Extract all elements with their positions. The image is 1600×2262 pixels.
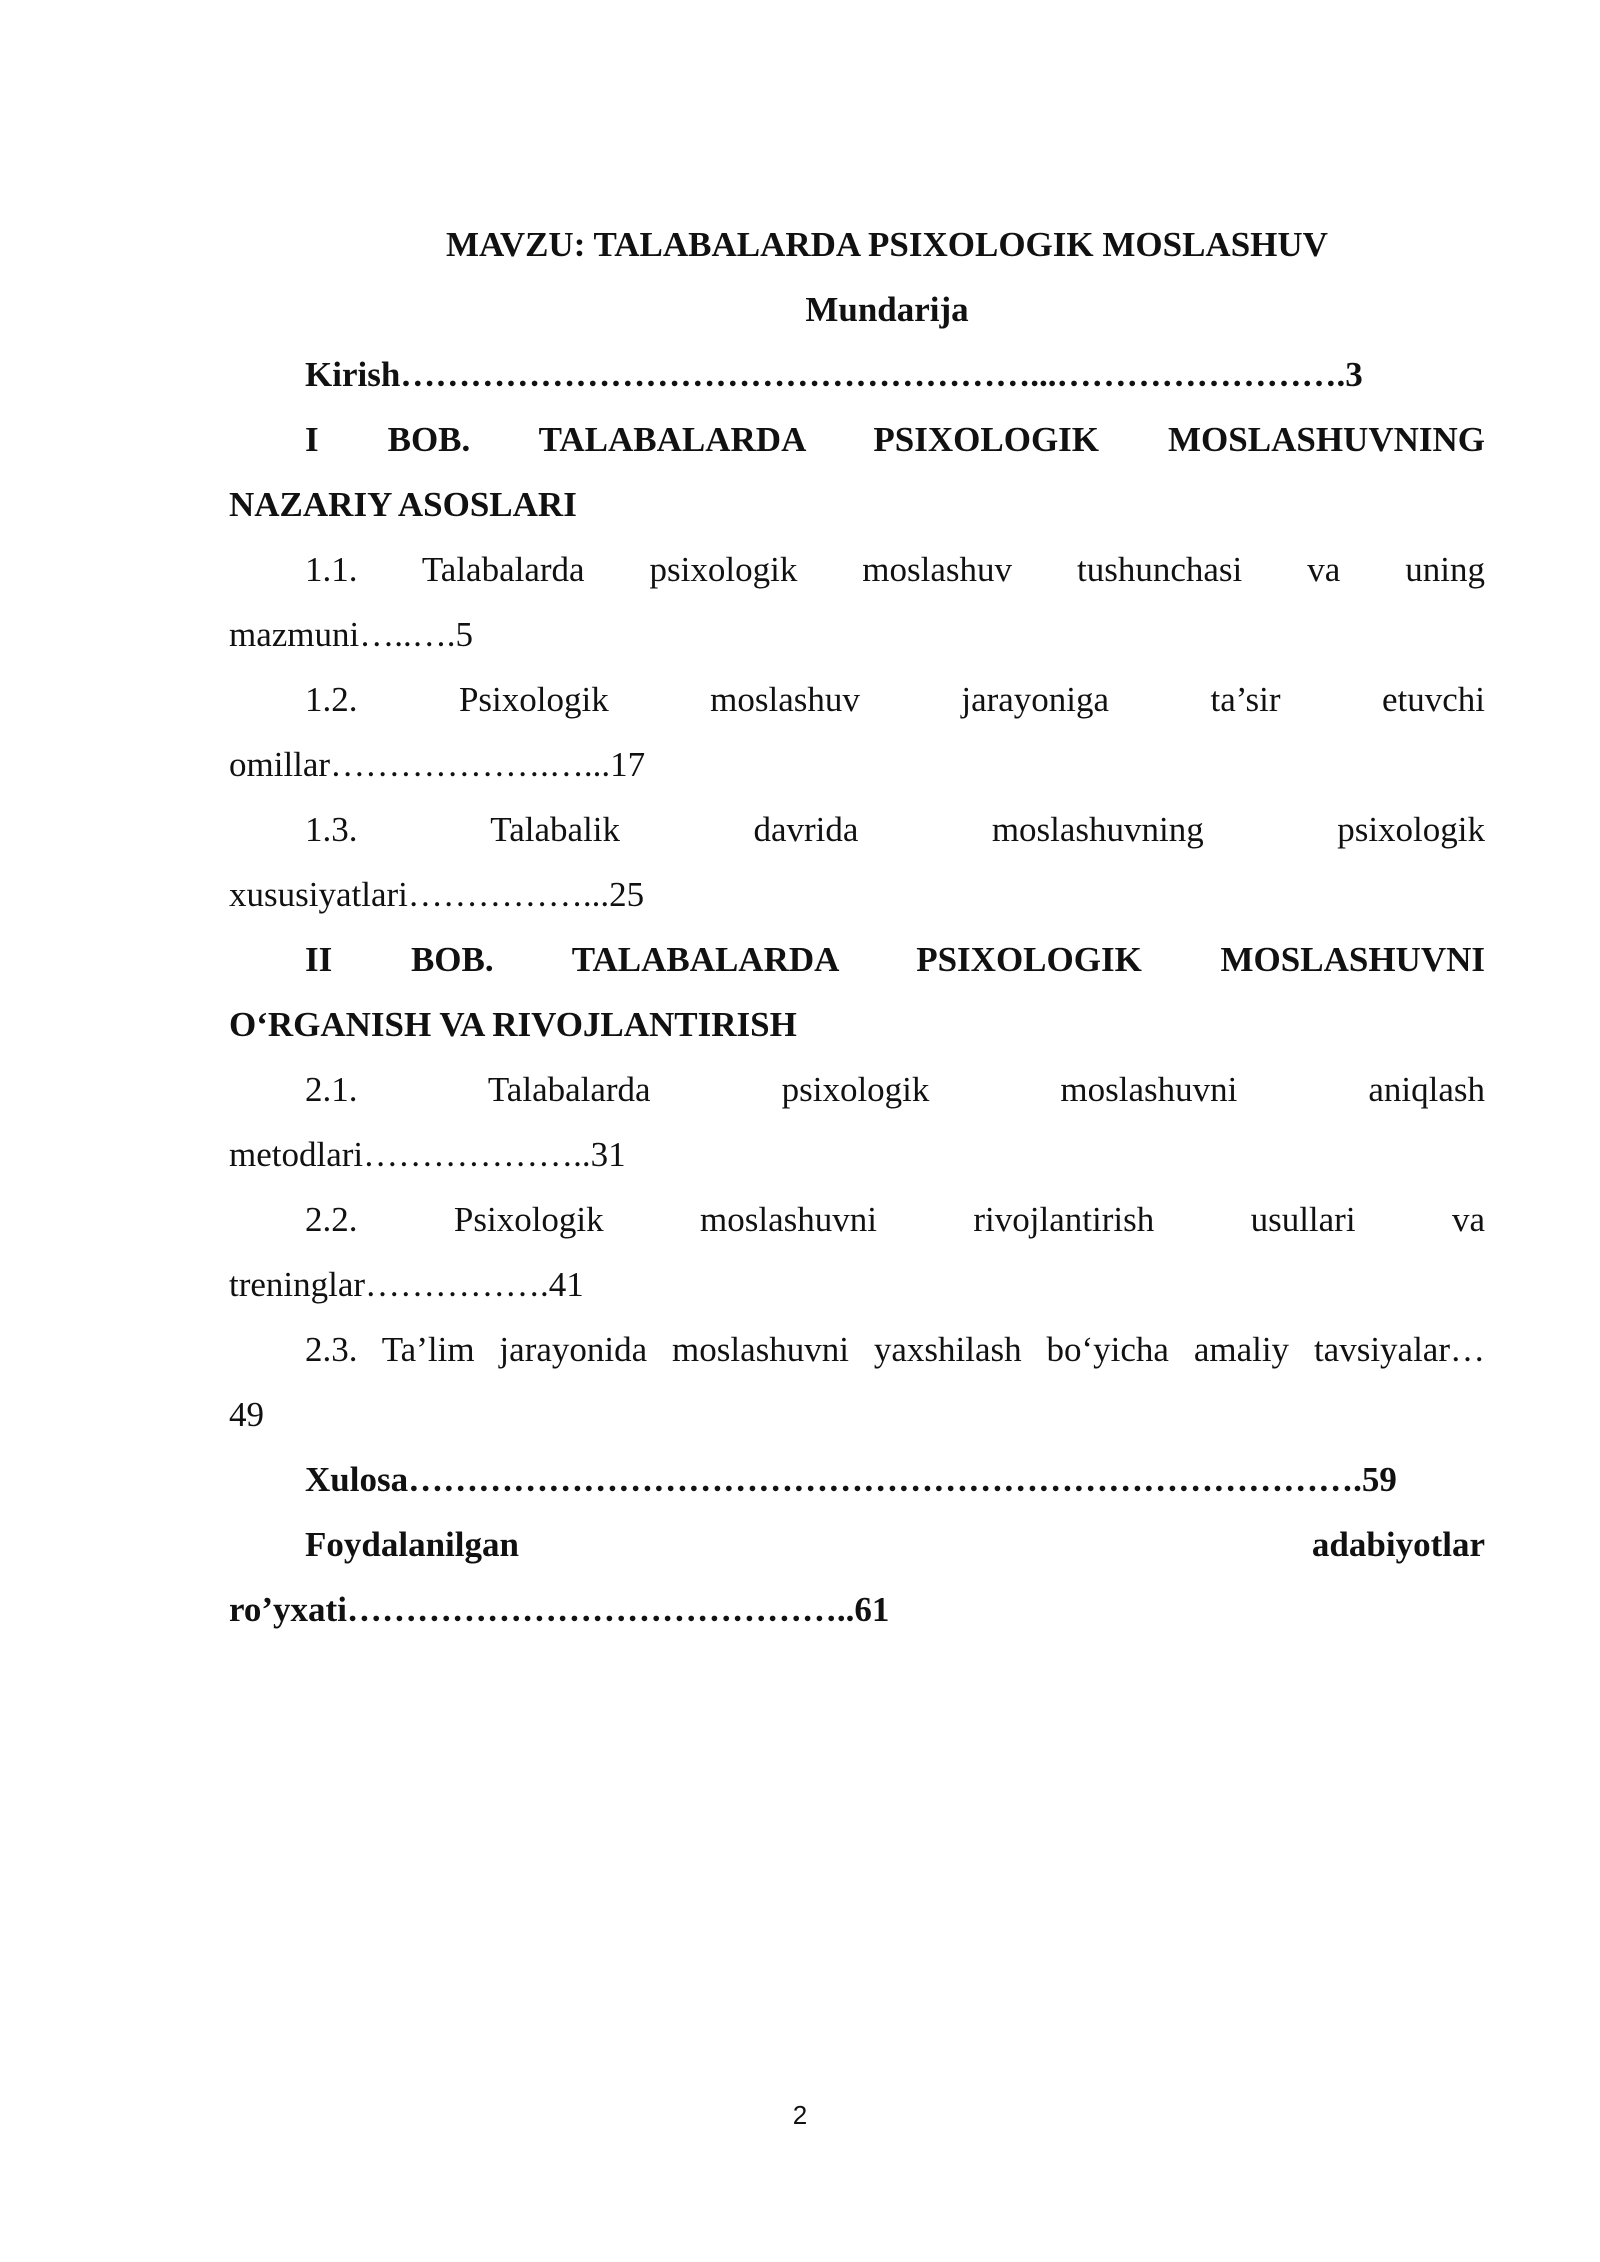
- toc-heading: Mundarija: [805, 290, 969, 329]
- toc-section-1-2-line-1: 1.2. Psixologik moslashuv jarayoniga ta’sir etuvchi: [305, 680, 1485, 719]
- toc-section-1-3-line-2: xususiyatlari……………...25: [229, 875, 645, 914]
- toc-chapter-1-line-1: I BOB. TALABALARDA PSIXOLOGIK MOSLASHUVNING: [305, 420, 1485, 459]
- toc-section-2-3-line-2: 49: [229, 1395, 264, 1434]
- toc-section-2-2-line-1: 2.2. Psixologik moslashuvni rivojlantirish usullari va: [305, 1200, 1485, 1239]
- toc-section-2-1-line-1: 2.1. Talabalarda psixologik moslashuvni aniqlash: [305, 1070, 1485, 1109]
- toc-entry-conclusion: Xulosa……………………………………………………………………….59: [305, 1460, 1397, 1499]
- toc-section-1-1-line-1: 1.1. Talabalarda psixologik moslashuv tushunchasi va uning: [305, 550, 1485, 589]
- toc-entry-references-line-2: ro’yxati……………………………………..61: [229, 1590, 890, 1629]
- toc-entry-intro: Kirish………………………………………………...…………………….3: [305, 355, 1363, 394]
- page-number: 2: [792, 2100, 808, 2130]
- toc-section-2-1-line-2: metodlari………………..31: [229, 1135, 626, 1174]
- table-of-contents: [229, 212, 1485, 1642]
- toc-chapter-1-line-2: NAZARIY ASOSLARI: [229, 485, 577, 524]
- toc-entry-references-line-1: Foydalanilgan adabiyotlar: [305, 1525, 1485, 1564]
- toc-section-1-1-line-2: mazmuni…..….5: [229, 615, 473, 654]
- toc-chapter-2-line-2: O‘RGANISH VA RIVOJLANTIRISH: [229, 1005, 797, 1044]
- toc-chapter-2-line-1: II BOB. TALABALARDA PSIXOLOGIK MOSLASHUVNI: [305, 940, 1485, 979]
- toc-section-2-2-line-2: treninglar…………….41: [229, 1265, 584, 1304]
- toc-section-2-3-line-1: 2.3. Ta’lim jarayonida moslashuvni yaxshilash bo‘yicha amaliy tavsiyalar…: [305, 1330, 1485, 1369]
- document-title: MAVZU: TALABALARDA PSIXOLOGIK MOSLASHUV: [446, 225, 1328, 264]
- toc-section-1-3-line-1: 1.3. Talabalik davrida moslashuvning psixologik: [305, 810, 1485, 849]
- toc-section-1-2-line-2: omillar……………….…...17: [229, 745, 646, 784]
